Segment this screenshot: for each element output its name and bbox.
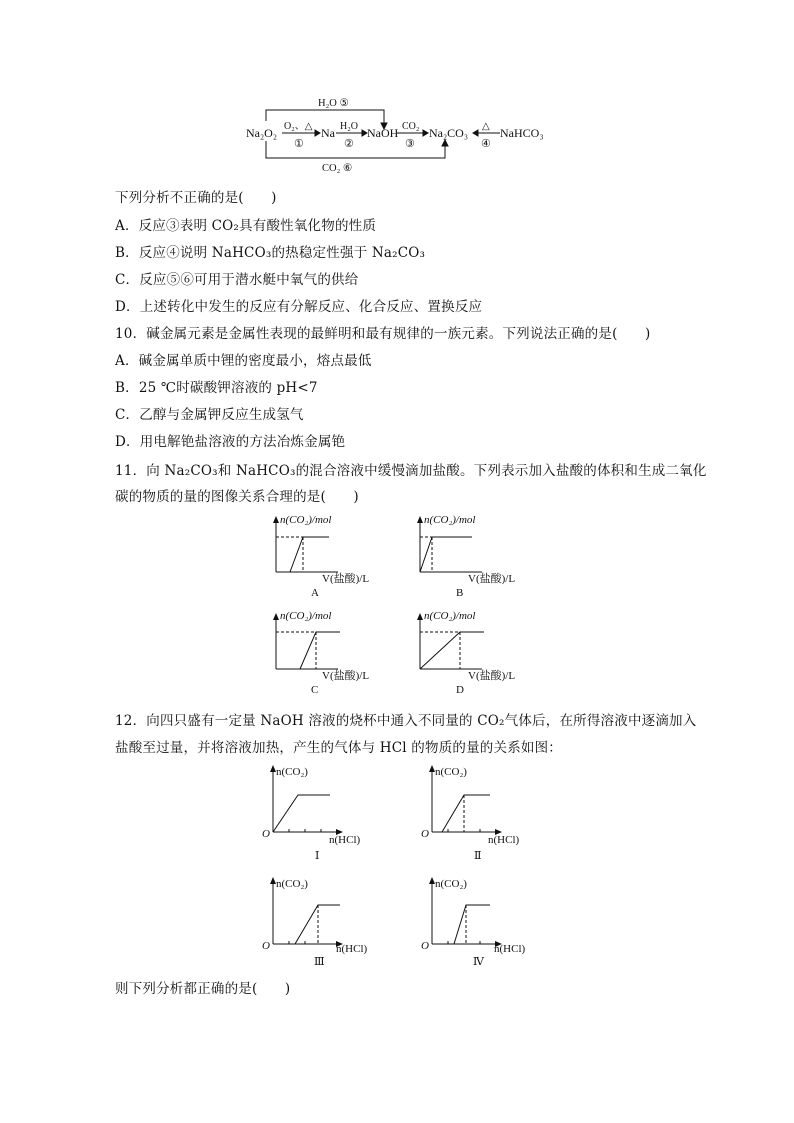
q11-stem-line2: 碳的物质的量的图像关系合理的是( ) bbox=[115, 489, 359, 505]
q11-graph-d-xlabel: V(盐酸)/L bbox=[468, 670, 516, 682]
q11-graphs bbox=[0, 505, 794, 705]
q11-graph-c bbox=[273, 610, 369, 696]
q11-stem-line1: 11．向 Na₂CO₃和 NaHCO₃的混合溶液中缓慢滴加盐酸。下列表示加入盐酸的体积和生成二氧化 bbox=[115, 463, 707, 479]
scheme-step4: △ bbox=[482, 121, 490, 132]
q9-option-c: C．反应⑤⑥可用于潜水艇中氧气的供给 bbox=[115, 272, 359, 288]
scheme-na2co3: Na₂CO₃ bbox=[429, 126, 469, 140]
q12-graph-2-xlabel: n(HCl) bbox=[488, 834, 520, 846]
scheme-step3: CO₂ bbox=[402, 121, 420, 132]
q11-graph-d-label: D bbox=[456, 684, 464, 696]
q9-option-d: D．上述转化中发生的反应有分解反应、化合反应、置换反应 bbox=[115, 299, 483, 315]
scheme-na2o2: Na₂O₂ bbox=[246, 126, 278, 140]
q11-graph-a bbox=[273, 514, 369, 599]
scheme-naoh: NaOH bbox=[367, 126, 399, 140]
q12-graph-4-origin: O bbox=[421, 940, 429, 952]
q11-graph-a-label: A bbox=[311, 587, 319, 599]
q12-graph-4-xlabel: n(HCl) bbox=[494, 943, 526, 955]
q12-graph-1-xlabel: n(HCl) bbox=[329, 834, 361, 846]
q12-graph-3 bbox=[262, 877, 368, 968]
q11-graph-d bbox=[417, 610, 515, 696]
scheme-nahco3: NaHCO₃ bbox=[500, 126, 544, 140]
q11-graph-b bbox=[417, 514, 515, 599]
q11-graph-a-ylabel: n(CO₂)/mol bbox=[280, 514, 332, 526]
q11-graph-c-xlabel: V(盐酸)/L bbox=[322, 670, 370, 682]
q10-option-d: D．用电解铯盐溶液的方法冶炼金属铯 bbox=[115, 434, 346, 450]
q12-graph-3-ylabel: n(CO₂) bbox=[276, 878, 308, 890]
q12-graph-1 bbox=[262, 765, 361, 862]
q12-graph-3-xlabel: n(HCl) bbox=[336, 943, 368, 955]
scheme-step4-num: ④ bbox=[481, 138, 491, 150]
q10-option-c: C．乙醇与金属钾反应生成氢气 bbox=[115, 407, 304, 423]
q9-stem: 下列分析不正确的是( ) bbox=[115, 190, 277, 206]
q12-closing: 则下列分析都正确的是( ) bbox=[115, 981, 291, 997]
q10-option-a: A．碱金属单质中锂的密度最小，熔点最低 bbox=[115, 353, 372, 369]
q11-graph-b-ylabel: n(CO₂)/mol bbox=[424, 514, 476, 526]
q11-graph-c-label: C bbox=[311, 684, 319, 696]
q12-graph-2-label: Ⅱ bbox=[474, 850, 482, 862]
q9-option-a: A．反应③表明 CO₂具有酸性氧化物的性质 bbox=[115, 218, 377, 234]
scheme-bottom-label: CO₂ ⑥ bbox=[322, 163, 353, 174]
q11-graph-b-xlabel: V(盐酸)/L bbox=[468, 573, 516, 585]
q12-stem-line2: 盐酸至过量，并将溶液加热，产生的气体与 HCl 的物质的量的关系如图： bbox=[115, 740, 563, 756]
q12-stem-line1: 12．向四只盛有一定量 NaOH 溶液的烧杯中通入不同量的 CO₂气体后，在所得溶液中逐滴加入 bbox=[115, 713, 697, 729]
q12-graph-4 bbox=[421, 877, 526, 968]
q11-graph-d-ylabel: n(CO₂)/mol bbox=[424, 610, 476, 622]
scheme-step1: O₂、△ bbox=[284, 121, 313, 132]
q12-graph-2-ylabel: n(CO₂) bbox=[435, 766, 467, 778]
q10-option-b: B．25 ℃时碳酸钾溶液的 pH<7 bbox=[115, 380, 318, 396]
q11-graph-c-ylabel: n(CO₂)/mol bbox=[280, 610, 332, 622]
reaction-scheme bbox=[0, 0, 794, 180]
scheme-step1-num: ① bbox=[294, 138, 304, 150]
q12-graph-1-origin: O bbox=[262, 828, 270, 840]
q12-graphs bbox=[0, 755, 794, 975]
q11-graph-a-xlabel: V(盐酸)/L bbox=[322, 573, 370, 585]
scheme-step3-num: ③ bbox=[405, 138, 415, 150]
q12-graph-2-origin: O bbox=[421, 828, 429, 840]
q9-option-b: B．反应④说明 NaHCO₃的热稳定性强于 Na₂CO₃ bbox=[115, 245, 426, 261]
q10-stem: 10．碱金属元素是金属性表现的最鲜明和最有规律的一族元素。下列说法正确的是( ) bbox=[115, 326, 651, 342]
q12-graph-3-origin: O bbox=[262, 940, 270, 952]
q12-graph-1-ylabel: n(CO₂) bbox=[276, 766, 308, 778]
q12-graph-4-label: Ⅳ bbox=[473, 956, 484, 968]
q12-graph-3-label: Ⅲ bbox=[314, 956, 325, 968]
q12-graph-2 bbox=[421, 765, 520, 862]
scheme-step2-num: ② bbox=[344, 138, 354, 150]
q11-graph-b-label: B bbox=[456, 587, 464, 599]
scheme-step2: H₂O bbox=[340, 121, 358, 132]
scheme-na: Na bbox=[321, 126, 335, 140]
scheme-top-label: H₂O ⑤ bbox=[318, 98, 349, 109]
q12-graph-4-ylabel: n(CO₂) bbox=[435, 878, 467, 890]
q12-graph-1-label: Ⅰ bbox=[315, 850, 320, 862]
